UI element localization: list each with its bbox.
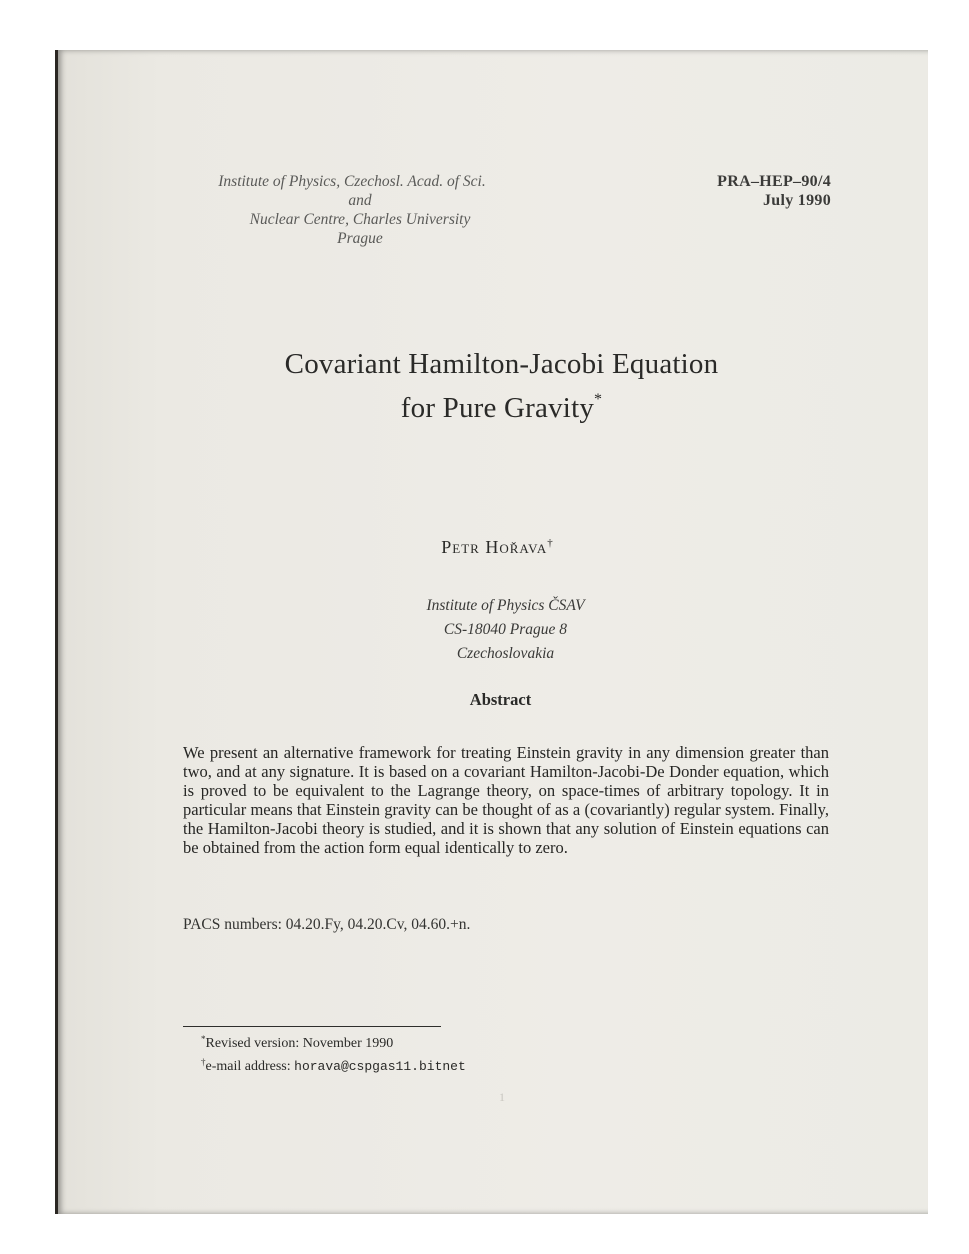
institute-line: Nuclear Centre, Charles University: [249, 211, 471, 228]
title-line-1: Covariant Hamilton-Jacobi Equation: [284, 348, 719, 380]
affiliation-line: Institute of Physics ČSAV: [426, 597, 585, 614]
institute-line: and: [348, 192, 372, 209]
author-affiliation: [83, 594, 928, 666]
footnotes: [201, 1030, 466, 1076]
paper-title: [75, 346, 928, 426]
institute-block: [185, 172, 535, 248]
footnote-email-marker: †: [201, 1057, 206, 1067]
report-number: PRA–HEP–90/4: [717, 173, 831, 190]
page-number: 1: [499, 1090, 505, 1104]
affiliation-line: CS-18040 Prague 8: [443, 621, 568, 638]
title-footnote-marker: *: [594, 391, 603, 408]
pacs-numbers: PACS numbers: 04.20.Fy, 04.20.Cv, 04.60.+n.: [183, 916, 471, 933]
report-date: July 1990: [762, 192, 831, 209]
author-footnote-marker: †: [547, 537, 554, 549]
footnote-revised-text: Revised version: November 1990: [205, 1036, 394, 1051]
author-last-name: Hořava: [485, 537, 548, 557]
institute-line: Prague: [337, 230, 383, 247]
affiliation-line: Czechoslovakia: [456, 645, 555, 662]
report-info: [717, 172, 831, 210]
footnote-email-address: horava@cspgas11.bitnet: [294, 1059, 466, 1074]
author-name: [67, 537, 928, 558]
footnote-email: [201, 1053, 466, 1076]
institute-line: Institute of Physics, Czechosl. Acad. of Sci.: [218, 173, 486, 190]
footnote-revised-marker: *: [201, 1034, 206, 1044]
abstract-text: We present an alternative framework for treating Einstein gravity in any dimension greater than two, and at any signature. It is based on a covariant Hamilton-Jacobi-De Donder equation, which is proved to be equivalent to the Lagrange theory, on space-times of arbitrary topology. It in particular means that Einstein gravity can be thought of as a (covariantly) regular system. Finally, the Hamilton-Jacobi theory is studied, and it is shown that any solution of Einstein equations can be obtained from the action form equal identically to zero.: [183, 743, 829, 857]
abstract-heading: Abstract: [469, 690, 532, 709]
footnote-email-label: e-mail address:: [205, 1059, 295, 1074]
footnote-divider: [183, 1026, 441, 1027]
title-line-2: for Pure Gravity: [400, 392, 595, 424]
author-first-name: Petr: [441, 537, 480, 557]
footnote-revised: [201, 1030, 466, 1053]
paper-page: [55, 50, 928, 1214]
